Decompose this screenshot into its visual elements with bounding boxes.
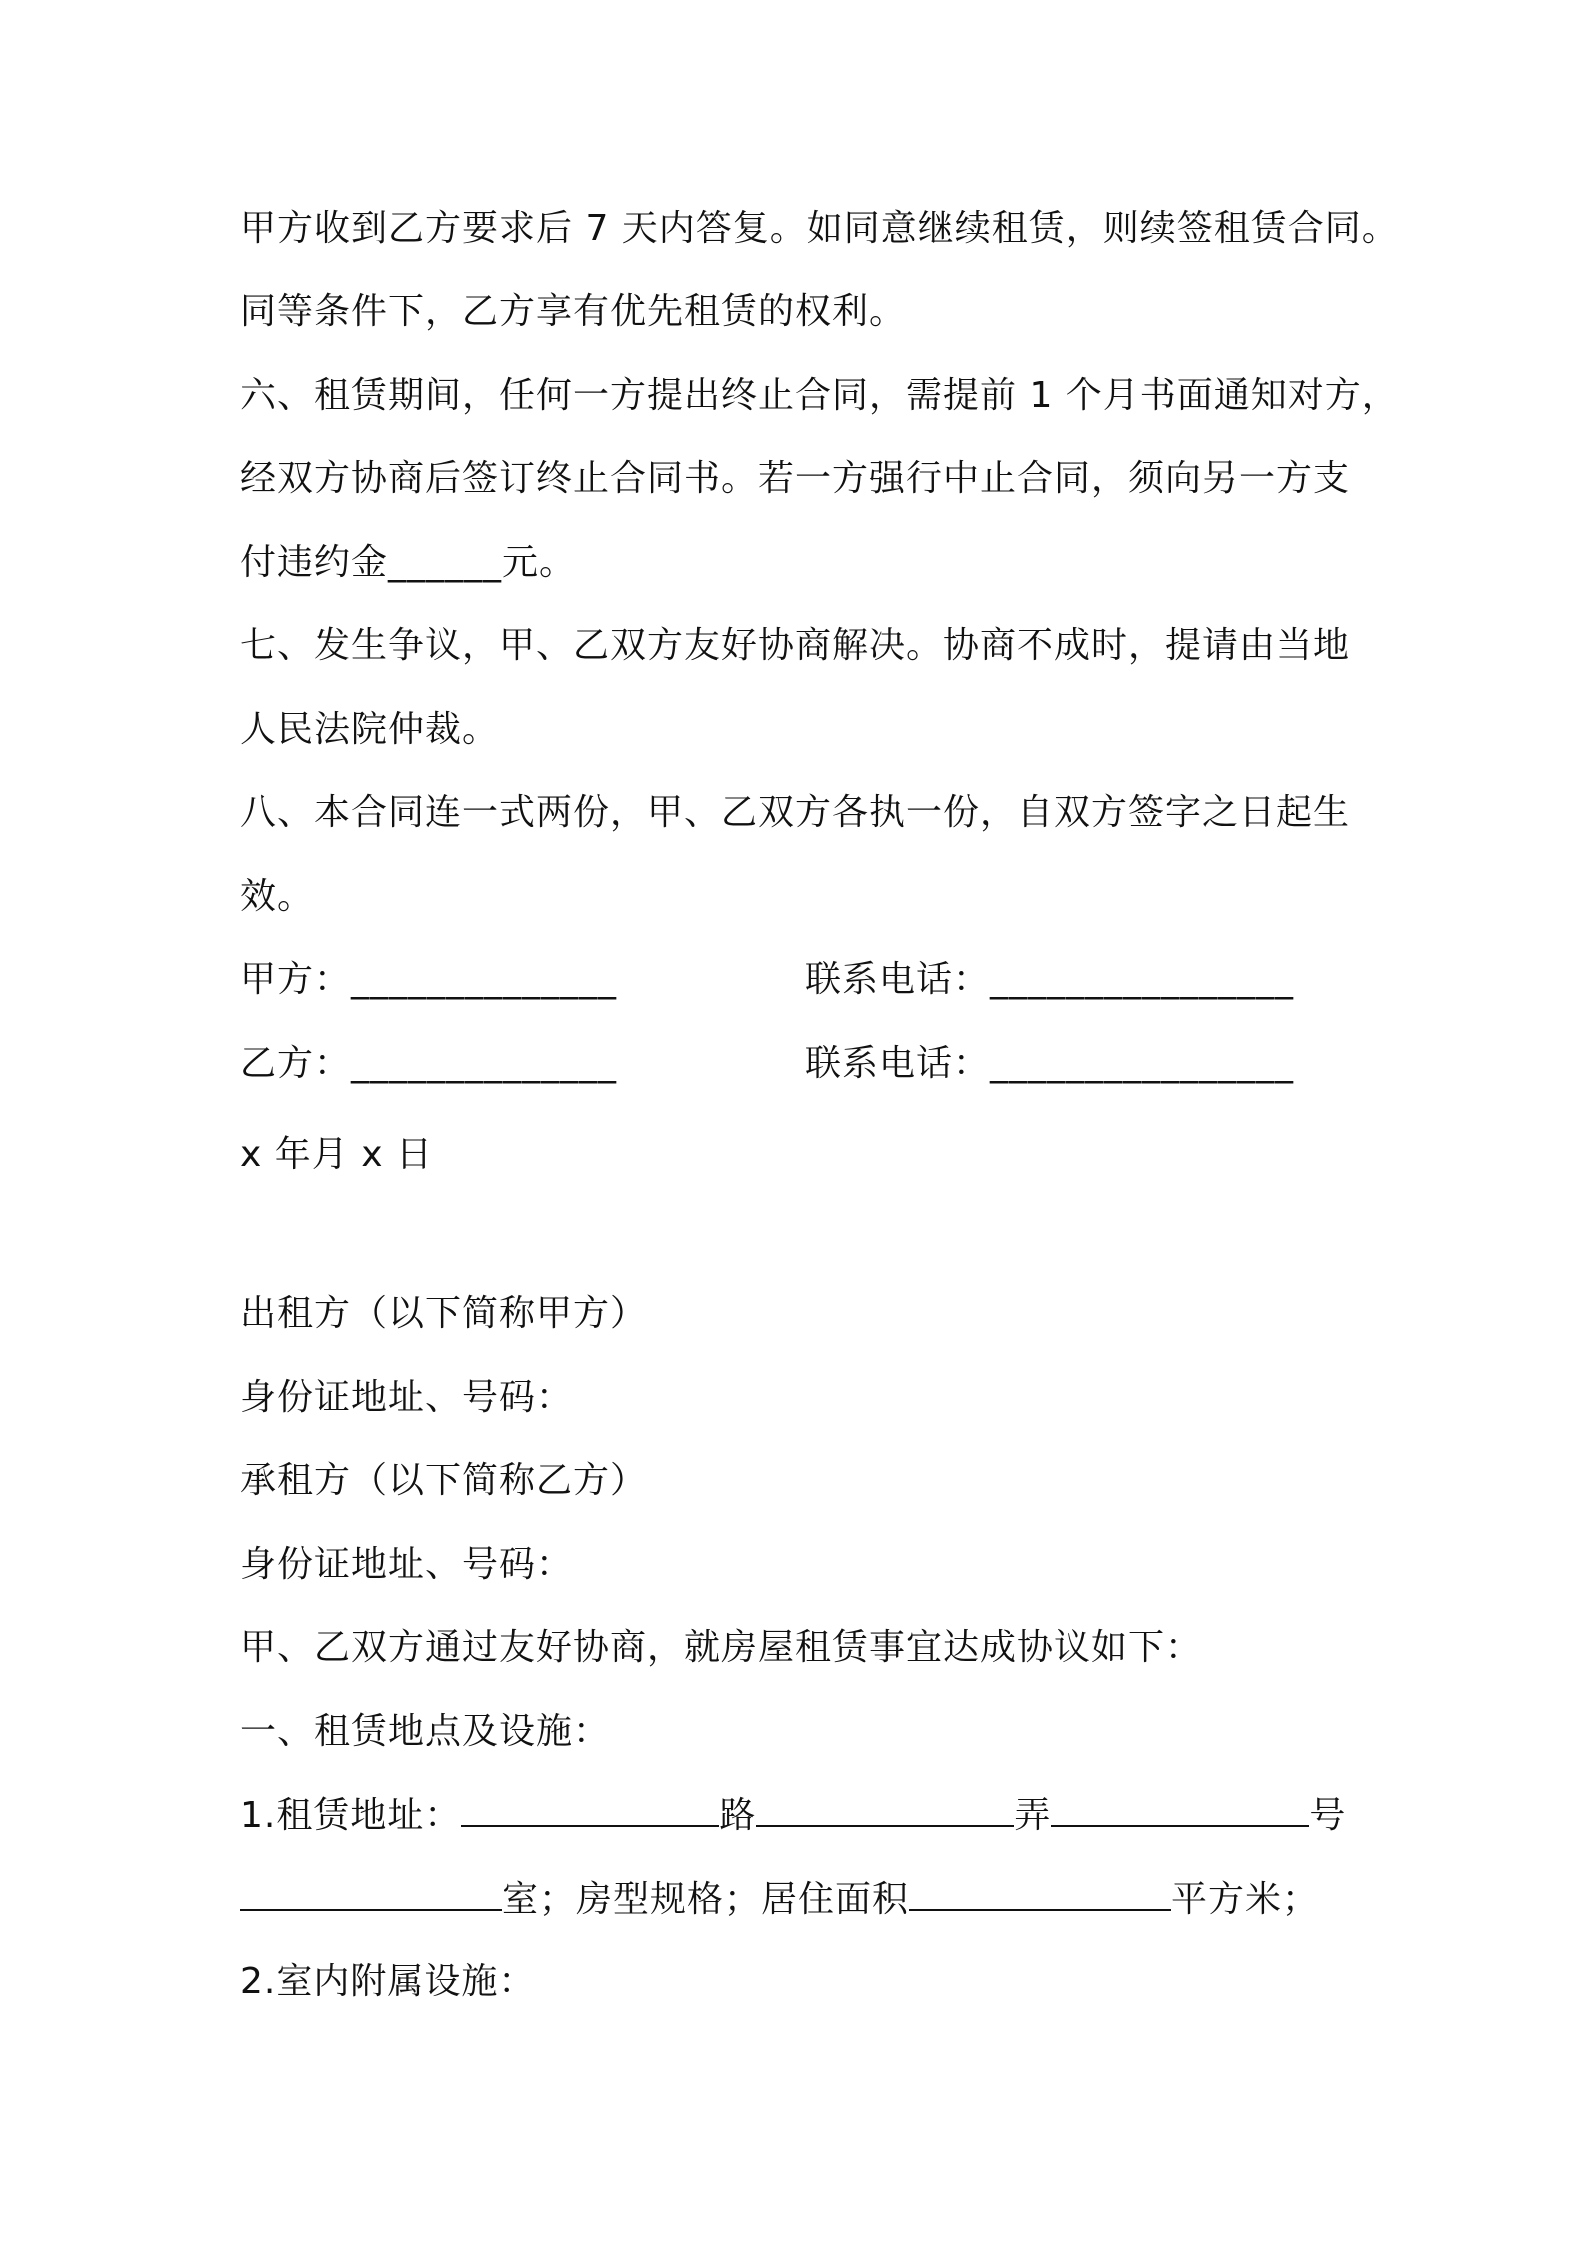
lane-label: 弄 [1014, 1795, 1052, 1836]
clause-7-line: 七、发生争议，甲、乙双方友好协商解决。协商不成时，提请由当地 [240, 625, 1351, 666]
party-b-signature: 乙方：______________ [240, 1043, 618, 1084]
lessor-id-label: 身份证地址、号码： [240, 1377, 574, 1418]
blank-field [461, 1791, 719, 1827]
lessor-heading: 出租方（以下简称甲方） [240, 1293, 648, 1334]
blank-field [756, 1791, 1014, 1827]
number-label: 号 [1309, 1795, 1347, 1836]
clause-6-line: 六、租赁期间，任何一方提出终止合同，需提前 1 个月书面通知对方， [240, 375, 1399, 416]
agreement-intro: 甲、乙双方通过友好协商，就房屋租赁事宜达成协议如下： [240, 1627, 1203, 1668]
lessee-heading: 承租方（以下简称乙方） [240, 1460, 648, 1501]
clause-7-line: 人民法院仲裁。 [240, 709, 500, 750]
blank-field [909, 1875, 1171, 1911]
blank-field [240, 1875, 502, 1911]
clause-6-line: 付违约金______元。 [240, 542, 577, 583]
clause-8-line: 效。 [240, 876, 315, 917]
facilities-heading: 2.室内附属设施： [240, 1961, 536, 2002]
party-a-phone: 联系电话：________________ [805, 959, 1295, 1000]
signing-date: x 年月 x 日 [240, 1134, 433, 1175]
clause-6-line: 经双方协商后签订终止合同书。若一方强行中止合同，须向另一方支 [240, 458, 1351, 499]
party-a-signature: 甲方：______________ [240, 959, 618, 1000]
rental-address-line [240, 1791, 1346, 1840]
paragraph-line: 甲方收到乙方要求后 7 天内答复。如同意继续租赁，则续签租赁合同。 [240, 208, 1399, 249]
lessee-id-label: 身份证地址、号码： [240, 1544, 574, 1585]
section-1-heading: 一、租赁地点及设施： [240, 1711, 611, 1752]
address-label: 1.租赁地址： [240, 1795, 462, 1836]
room-label: 室；房型规格；居住面积 [502, 1879, 910, 1920]
sqm-label: 平方米； [1171, 1879, 1320, 1920]
clause-8-line: 八、本合同连一式两份，甲、乙双方各执一份，自双方签字之日起生 [240, 792, 1351, 833]
room-spec-line [240, 1875, 1319, 1924]
blank-field [1051, 1791, 1309, 1827]
paragraph-line: 同等条件下，乙方享有优先租赁的权利。 [240, 291, 907, 332]
party-b-phone: 联系电话：________________ [805, 1043, 1295, 1084]
road-label: 路 [719, 1795, 757, 1836]
